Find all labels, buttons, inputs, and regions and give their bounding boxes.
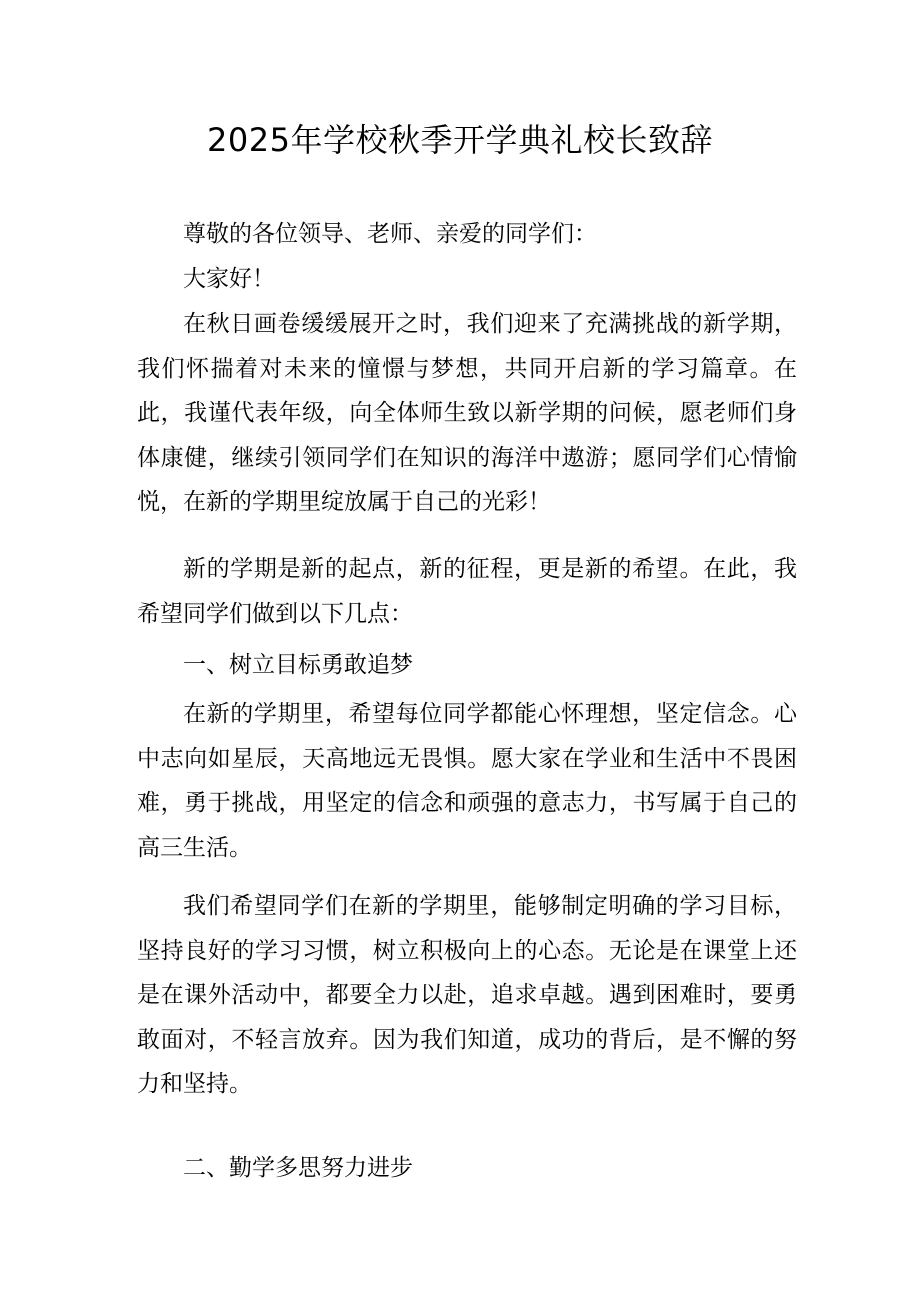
paragraph-intro: 在秋日画卷缓缓展开之时，我们迎来了充满挑战的新学期，我们怀揣着对未来的憧憬与梦想，共同开启新的学习篇章。在此，我谨代表年级，向全体师生致以新学期的问候，愿老师们身体康健，继续引领同学们在知识的海洋中遨游；愿同学们心情愉悦，在新的学期里绽放属于自己的光彩！ — [137, 311, 797, 516]
greeting: 大家好！ — [183, 266, 275, 292]
salutation: 尊敬的各位领导、老师、亲爱的同学们： — [183, 221, 597, 247]
section-heading-1: 一、树立目标勇敢追梦 — [183, 652, 413, 678]
paragraph-goals: 我们希望同学们在新的学期里，能够制定明确的学习目标，坚持良好的学习习惯，树立积极向上的心态。无论是在课堂上还是在课外活动中，都要全力以赴，追求卓越。遇到困难时，要勇敢面对，不轻言放弃。因为我们知道，成功的背后，是不懈的努力和坚持。 — [137, 893, 797, 1098]
paragraph-ideals: 在新的学期里，希望每位同学都能心怀理想，坚定信念。心中志向如星辰，天高地远无畏惧。愿大家在学业和生活中不畏困难，勇于挑战，用坚定的信念和顽强的意志力，书写属于自己的高三生活。 — [137, 701, 797, 861]
section-heading-2: 二、勤学多思努力进步 — [183, 1155, 413, 1181]
paragraph-new-semester: 新的学期是新的起点，新的征程，更是新的希望。在此，我希望同学们做到以下几点： — [137, 556, 797, 627]
document-title: 2025年学校秋季开学典礼校长致辞 — [207, 121, 713, 159]
